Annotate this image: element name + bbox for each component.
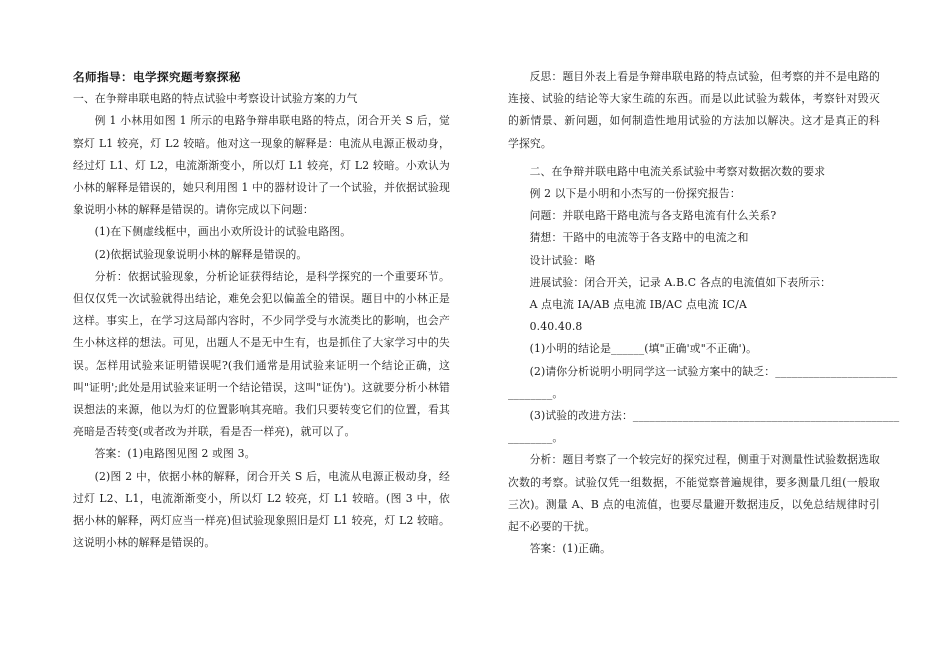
example-1-answer-2: (2)图 2 中，依据小林的解释，闭合开关 S 后，电流从电源正极动身，经过灯 L2、L1，电流渐渐变小，所以灯 L2 较亮，灯 L1 较暗。(图 3 中，依据小林的解释，两灯应当一样亮)但试验现象照旧是灯 L1 较亮，灯 L2 较暗。这说明小林的解释是错误的。	[73, 469, 450, 550]
example-2-answer: 答案：(1)正确。	[529, 542, 612, 556]
left-column	[73, 66, 450, 554]
example-2-process: 进展试验：闭合开关，记录 A.B.C 各点的电流值如下表所示：	[529, 275, 832, 289]
example-2-question-2-blank: ________。	[508, 386, 564, 400]
example-1-reflection: 反思：题目外表上看是争辩串联电路的特点试验，但考察的并不是电路的连接、试验的结论等大家生疏的东西。而是以此试验为载体，考察针对毁灭的新情景、新问题，如何制造性地用试验的方法加以解决。这才是真正的科学探究。	[508, 70, 880, 150]
example-1-text: 例 1 小林用如图 1 所示的电路争辩串联电路的特点，闭合开关 S 后，觉察灯 L1 较亮，灯 L2 较暗。他对这一现象的解释是：电流从电源正极动身，经过灯 L1、灯 L2，电流渐渐变小，所以灯 L1 较亮，灯 L2 较暗。小欢认为小林的解释是错误的，她只利用图 1 中的器材设计了一个试验，并依据试验现象说明小林的解释是错误的。请你完成以下问题：	[73, 114, 450, 217]
example-2-intro: 例 2 以下是小明和小杰写的一份探究报告：	[529, 187, 741, 201]
section-heading-1: 一、在争辩串联电路的特点试验中考察设计试验方案的力气	[73, 92, 358, 106]
data-table-values: 0.40.40.8	[529, 320, 583, 334]
example-2-guess: 猜想：干路中的电流等于各支路中的电流之和	[529, 231, 749, 245]
data-table-header: A 点电流 IA/AB 点电流 IB/AC 点电流 IC/A	[529, 298, 747, 312]
example-1-analysis: 分析：依据试验现象，分析论证获得结论，是科学探究的一个重要环节。但仅仅凭一次试验就得出结论，难免会犯以偏盖全的错误。题目中的小林正是这样。事实上，在学习这局部内容时，不少同学受与水流类比的影响，也会产生小林这样的想法。可见，出题人不是无中生有，也是抓住了大家学习中的失误。怎样用试验来证明错误呢?(我们通常是用试验来证明一个结论正确，这叫"证明';此处是用试验来证明一个结论错误，这叫"证伪')。这就要分析小林错误想法的来源，他以为灯的位置影响其亮暗。我们只要转变它们的位置，看其亮暗是否转变(或者改为并联，看是否一样亮)，就可以了。	[73, 269, 450, 439]
example-2-analysis: 分析：题目考察了一个较完好的探究过程，侧重于对测量性试验数据选取次数的考察。试验仅凭一组数据，不能觉察普遍规律，要多测量几组(一般取三次)。测量 A、B 点的电流值，也要尽量避开数据违反，以免总结规律时引起不必要的干扰。	[508, 453, 880, 534]
example-1-answer-1: 答案：(1)电路图见图 2 或图 3。	[94, 447, 256, 461]
section-heading-2: 二、在争辩并联电路中电流关系试验中考察对数据次数的要求	[529, 164, 826, 178]
example-2-question-3-blank: ________。	[508, 431, 564, 445]
example-2-question-3: (3)试验的改进方法：________________________________________________	[529, 409, 900, 423]
example-1-question-1: (1)在下侧虚线框中，画出小欢所设计的试验电路图。	[94, 225, 352, 239]
document-title: 名师指导：电学探究题考察探秘	[73, 70, 241, 84]
example-2-design: 设计试验：略	[529, 253, 596, 267]
right-column	[508, 66, 900, 560]
example-1-question-2: (2)依据试验现象说明小林的解释是错误的。	[94, 247, 308, 261]
example-2-question-2: (2)请你分析说明小明同学这一试验方案中的缺乏：______________________	[529, 364, 898, 378]
example-2-question-1: (1)小明的结论是______(填"正确'或"不正确')。	[529, 342, 758, 356]
example-2-question: 问题：并联电路干路电流与各支路电流有什么关系?	[529, 209, 777, 223]
